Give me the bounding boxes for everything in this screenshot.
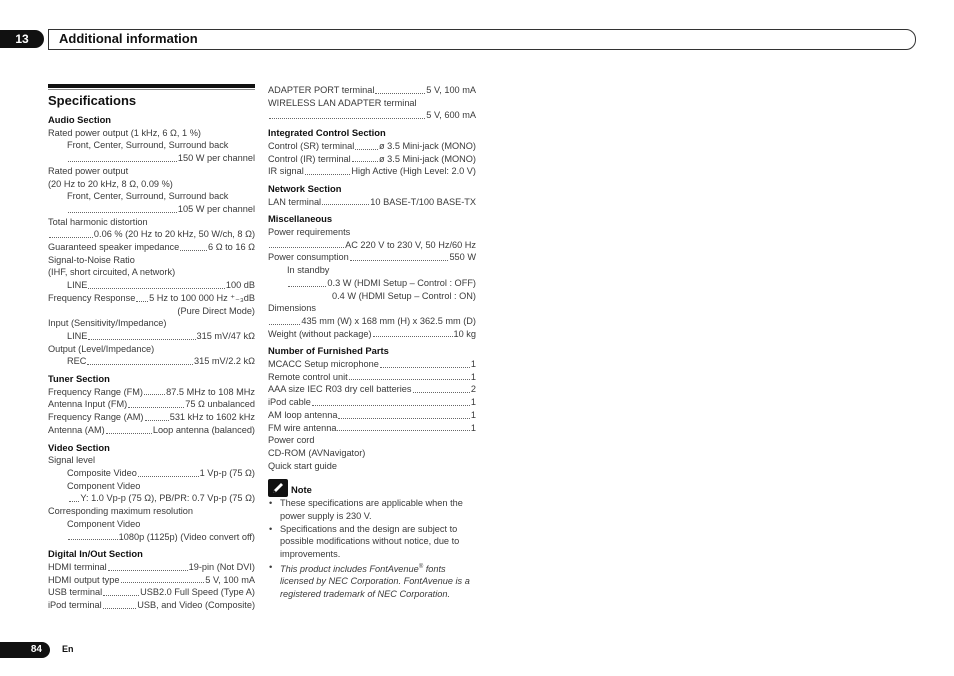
spec-note: (Pure Direct Mode) — [177, 305, 255, 316]
spec-row — [48, 467, 255, 480]
spec-label: Weight (without package) — [268, 328, 372, 339]
part-row — [268, 409, 476, 422]
spec-label: Control (SR) terminal — [268, 140, 355, 151]
part-qty: 2 — [470, 384, 476, 395]
spec-label: Corresponding maximum resolution — [48, 506, 194, 517]
spec-label: Output (Level/Impedance) — [48, 343, 155, 354]
spec-row — [48, 492, 255, 505]
spec-label: Composite Video — [67, 467, 137, 478]
spec-value: 75 Ω unbalanced — [185, 399, 255, 410]
spec-value: USB2.0 Full Speed (Type A) — [140, 587, 255, 598]
spec-value: 1 Vp-p (75 Ω) — [199, 467, 255, 478]
spec-label: LAN terminal — [268, 196, 322, 207]
leader-dots — [103, 599, 137, 609]
part-name: iPod cable — [268, 397, 311, 408]
spec-row — [268, 239, 476, 252]
spec-value: USB, and Video (Composite) — [137, 600, 255, 611]
part-name: AM loop antenna — [268, 409, 338, 420]
chapter-header — [0, 29, 954, 51]
spec-label: (IHF, short circuited, A network) — [48, 267, 176, 278]
spec-label: Frequency Response — [48, 292, 136, 303]
spec-label: Frequency Range (FM) — [48, 386, 143, 397]
spec-value: AC 220 V to 230 V, 50 Hz/60 Hz — [345, 239, 476, 250]
leader-dots — [350, 251, 449, 261]
spec-label: Dimensions — [268, 303, 316, 314]
spec-label: Power consumption — [268, 252, 349, 263]
spec-row — [48, 330, 255, 343]
language-label: En — [62, 644, 74, 654]
spec-row — [48, 355, 255, 368]
part-name: Quick start guide — [268, 460, 337, 471]
part-name: FM wire antenna — [268, 422, 337, 433]
spec-label: Rated power output (1 kHz, 6 Ω, 1 %) — [48, 127, 201, 138]
spec-label: HDMI terminal — [48, 561, 107, 572]
leader-dots — [121, 574, 205, 584]
registered-mark: ® — [418, 563, 424, 570]
spec-value: Loop antenna (balanced) — [152, 424, 255, 435]
parts-heading: Number of Furnished Parts — [268, 345, 389, 357]
leader-dots — [69, 492, 79, 502]
spec-row — [48, 241, 255, 254]
note-header — [268, 478, 476, 497]
spec-value: 1080p (1125p) (Video convert off) — [118, 531, 255, 542]
digital-heading: Digital In/Out Section — [48, 548, 143, 560]
spec-value: 6 Ω to 16 Ω — [208, 242, 255, 253]
leader-dots — [352, 153, 378, 163]
network-heading: Network Section — [268, 182, 342, 194]
spec-row — [48, 203, 255, 216]
specs-rule — [48, 84, 255, 88]
spec-value: ø 3.5 Mini-jack (MONO) — [379, 140, 476, 151]
spec-value: 150 W per channel — [177, 153, 255, 164]
leader-dots — [305, 165, 351, 175]
leader-dots — [337, 422, 469, 432]
spec-row — [48, 599, 255, 612]
chapter-title: Additional information — [59, 31, 198, 46]
leader-dots — [269, 315, 300, 325]
note-label: Note — [291, 484, 312, 496]
spec-row — [268, 84, 476, 97]
control-heading: Integrated Control Section — [268, 127, 386, 139]
spec-label: Guaranteed speaker impedance — [48, 242, 180, 253]
spec-value: 100 dB — [225, 280, 255, 291]
chapter-number: 13 — [0, 30, 44, 48]
spec-value: 0.4 W (HDMI Setup – Control : ON) — [332, 290, 476, 301]
spec-label: (20 Hz to 20 kHz, 8 Ω, 0.09 %) — [48, 178, 173, 189]
spec-label: In standby — [287, 265, 330, 276]
leader-dots — [144, 386, 165, 396]
part-qty: 1 — [470, 409, 476, 420]
spec-label: ADAPTER PORT terminal — [268, 85, 375, 95]
leader-dots — [88, 279, 224, 289]
part-qty: 1 — [470, 422, 476, 433]
spec-row — [48, 292, 255, 305]
column-left — [48, 84, 255, 612]
spec-label: iPod terminal — [48, 600, 102, 611]
spec-label: Antenna Input (FM) — [48, 399, 128, 410]
spec-label: Component Video — [67, 480, 141, 491]
note-bullet: • These specifications are applicable when the power supply is 230 V. — [268, 497, 476, 522]
leader-dots — [349, 371, 470, 381]
leader-dots — [380, 358, 470, 368]
spec-row — [48, 574, 255, 587]
spec-row — [268, 109, 476, 122]
leader-dots — [338, 409, 469, 419]
note-text: This product includes FontAvenue — [280, 563, 419, 574]
spec-value: 315 mV/2.2 kΩ — [193, 356, 255, 367]
spec-row — [268, 328, 476, 341]
leader-dots — [103, 586, 139, 596]
spec-row — [268, 251, 476, 264]
part-row — [268, 396, 476, 409]
specs-rule-thin — [48, 89, 255, 90]
spec-label: Front, Center, Surround, Surround back — [67, 191, 229, 202]
note-bullet — [268, 561, 476, 601]
spec-value: 5 V, 100 mA — [426, 85, 476, 95]
spec-label: HDMI output type — [48, 574, 120, 585]
spec-row — [48, 411, 255, 424]
page-number: 84 — [0, 642, 50, 658]
leader-dots — [312, 396, 470, 406]
part-qty: 1 — [470, 397, 476, 408]
spec-row — [268, 153, 476, 166]
part-name: AAA size IEC R03 dry cell batteries — [268, 384, 412, 395]
spec-value: 5 Hz to 100 000 Hz — [149, 292, 228, 303]
part-row — [268, 383, 476, 396]
specifications-heading: Specifications — [48, 93, 137, 108]
spec-value: 10 BASE-T/100 BASE-TX — [370, 196, 476, 207]
spec-row — [268, 277, 476, 290]
spec-label: Antenna (AM) — [48, 424, 105, 435]
spec-value: 0.3 W (HDMI Setup – Control : OFF) — [327, 277, 476, 288]
leader-dots — [269, 109, 425, 119]
spec-row — [48, 228, 255, 241]
note-text: fonts licensed by NEC Corporation. FontAvenue is a registered trademark of NEC Corporation. — [280, 563, 470, 600]
spec-row — [268, 140, 476, 153]
leader-dots — [106, 424, 152, 434]
note-bullet: • Specifications and the design are subject to possible modifications without notice, due to improvements. — [268, 523, 476, 561]
pencil-note-icon — [268, 479, 288, 497]
leader-dots — [108, 561, 188, 571]
spec-label: Total harmonic distortion — [48, 216, 148, 227]
spec-row — [48, 398, 255, 411]
leader-dots — [145, 411, 169, 421]
spec-label: IR signal — [268, 166, 304, 177]
spec-label: LINE — [67, 330, 88, 341]
part-name: Remote control unit — [268, 371, 348, 382]
spec-label: USB terminal — [48, 587, 103, 598]
leader-dots — [375, 84, 425, 94]
spec-row — [268, 165, 476, 178]
leader-dots — [373, 328, 453, 338]
leader-dots — [68, 203, 177, 213]
spec-value: ø 3.5 Mini-jack (MONO) — [379, 153, 476, 164]
leader-dots — [68, 531, 118, 541]
leader-dots — [138, 467, 199, 477]
spec-label: Input (Sensitivity/Impedance) — [48, 318, 167, 329]
spec-label: LINE — [67, 280, 88, 291]
part-row — [268, 358, 476, 371]
spec-row — [48, 424, 255, 437]
spec-row — [268, 315, 476, 328]
spec-label: Front, Center, Surround, Surround back — [67, 140, 229, 151]
leader-dots — [87, 355, 193, 365]
video-heading: Video Section — [48, 441, 110, 453]
tuner-heading: Tuner Section — [48, 373, 110, 385]
part-name: CD-ROM (AVNavigator) — [268, 447, 366, 458]
spec-value: 531 kHz to 1602 kHz — [169, 412, 255, 423]
spec-row — [268, 196, 476, 209]
leader-dots — [136, 292, 148, 302]
audio-heading: Audio Section — [48, 114, 112, 125]
spec-value: 87.5 MHz to 108 MHz — [166, 386, 255, 397]
spec-label: Signal-to-Noise Ratio — [48, 254, 135, 265]
leader-dots — [49, 228, 93, 238]
spec-value: High Active (High Level: 2.0 V) — [351, 166, 476, 177]
misc-heading: Miscellaneous — [268, 213, 333, 225]
spec-label: REC — [67, 356, 87, 367]
spec-row — [48, 279, 255, 292]
spec-label: Power requirements — [268, 227, 351, 238]
leader-dots — [413, 383, 470, 393]
part-qty: 1 — [470, 359, 476, 370]
spec-value: 10 kg — [453, 328, 476, 339]
spec-value-unit: dB — [243, 292, 255, 303]
spec-value: 5 V, 100 mA — [205, 574, 255, 585]
part-name: MCACC Setup microphone — [268, 359, 379, 370]
column-right — [268, 84, 476, 601]
spec-value: 315 mV/47 kΩ — [196, 330, 255, 341]
leader-dots — [322, 196, 369, 206]
spec-label: Component Video — [67, 518, 141, 529]
leader-dots — [180, 241, 207, 251]
spec-row — [48, 586, 255, 599]
spec-value: Y: 1.0 Vp-p (75 Ω), PB/PR: 0.7 Vp-p (75 Ω) — [80, 493, 255, 504]
spec-value: 5 V, 600 mA — [426, 110, 476, 121]
spec-label: Signal level — [48, 455, 95, 466]
leader-dots — [68, 152, 177, 162]
spec-value: 105 W per channel — [177, 203, 255, 214]
part-row — [268, 371, 476, 384]
spec-row — [48, 152, 255, 165]
part-qty: 1 — [470, 371, 476, 382]
spec-row — [48, 561, 255, 574]
spec-label: Frequency Range (AM) — [48, 412, 144, 423]
tolerance-icon: ⁺₋₃ — [227, 292, 244, 303]
leader-dots — [288, 277, 326, 287]
spec-value: 0.06 % (20 Hz to 20 kHz, 50 W/ch, 8 Ω) — [93, 229, 255, 240]
part-name: Power cord — [268, 435, 315, 446]
spec-label: Rated power output — [48, 165, 129, 176]
spec-label: WIRELESS LAN ADAPTER terminal — [268, 97, 417, 108]
leader-dots — [88, 330, 195, 340]
leader-dots — [355, 140, 378, 150]
spec-value: 19-pin (Not DVI) — [188, 561, 255, 572]
part-row — [268, 422, 476, 435]
spec-row — [48, 531, 255, 544]
leader-dots — [269, 239, 344, 249]
spec-label: Control (IR) terminal — [268, 153, 351, 164]
leader-dots — [128, 398, 184, 408]
chapter-title-box — [48, 29, 916, 50]
spec-value: 550 W — [449, 252, 476, 263]
spec-value: 435 mm (W) x 168 mm (H) x 362.5 mm (D) — [301, 315, 476, 326]
spec-row — [48, 386, 255, 399]
